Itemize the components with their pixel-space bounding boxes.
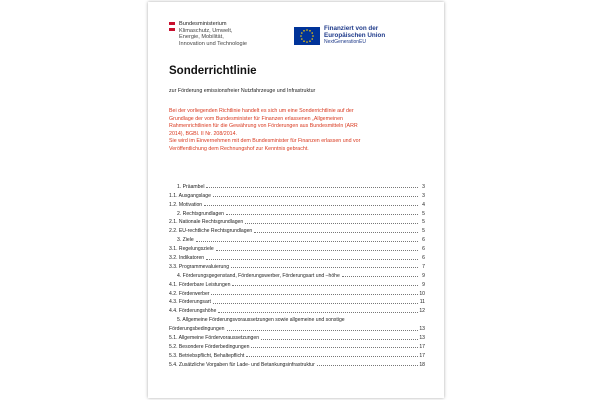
toc-entry-page: 4	[422, 201, 425, 208]
toc-entry[interactable]	[169, 190, 425, 199]
toc-entry-label: 5.3. Betriebspflicht, Behaltepflicht	[169, 352, 245, 359]
toc-entry[interactable]	[169, 341, 425, 350]
eu-star	[311, 38, 313, 40]
toc-leader-dots	[246, 356, 418, 357]
toc-entry[interactable]	[169, 297, 425, 306]
toc-leader-dots	[254, 232, 418, 233]
ministry-line: Klimaschutz, Umwelt,	[179, 27, 233, 34]
toc-leader-dots	[204, 205, 418, 206]
toc-entry[interactable]	[169, 243, 425, 252]
eu-line-2: Europäischen Union	[324, 32, 386, 39]
toc-entry[interactable]	[169, 359, 425, 368]
notice-line: Rahmenrichtlinien für die Gewährung von Förderungen aus Bundesmitteln (ARR	[169, 123, 358, 130]
document-title: Sonderrichtlinie	[169, 65, 257, 77]
eu-star	[311, 32, 313, 34]
toc-entry-label: 5.4. Zusätzliche Vorgaben für Lade- und Betankungsinfrastruktur	[169, 361, 315, 368]
toc-entry[interactable]	[169, 217, 425, 226]
toc-leader-dots	[227, 330, 418, 331]
toc-entry[interactable]	[169, 261, 425, 270]
toc-entry[interactable]	[169, 199, 425, 208]
toc-leader-dots	[245, 223, 418, 224]
eu-star	[301, 32, 303, 34]
toc-entry-page: 9	[422, 272, 425, 279]
toc-entry-label: 4.3. Förderungsart	[169, 299, 211, 306]
toc-entry[interactable]	[169, 288, 425, 297]
toc-entry-label: 4.2. Förderwerber	[169, 290, 210, 297]
table-of-contents	[169, 181, 425, 368]
notice-line: Veröffentlichung dem Rechnungshof zur Kenntnis gebracht.	[169, 145, 309, 152]
toc-entry-page: 17	[419, 343, 425, 350]
toc-entry-label: 5.2. Besondere Förderbedingungen	[169, 343, 250, 350]
toc-leader-dots	[216, 250, 418, 251]
toc-leader-dots	[206, 187, 418, 188]
toc-entry-label: 3.3. Programmevaluierung	[169, 263, 230, 270]
notice-line: Bei der vorliegenden Richtlinie handelt es sich um eine Sonderrichtlinie auf der	[169, 108, 354, 114]
toc-leader-dots	[251, 347, 418, 348]
toc-leader-dots	[317, 365, 418, 366]
toc-entry[interactable]	[169, 323, 425, 332]
eu-flag-icon	[294, 27, 320, 45]
toc-entry-page: 6	[422, 237, 425, 244]
eu-star	[306, 29, 308, 31]
toc-entry-page: 18	[419, 361, 425, 368]
toc-entry-label: 3.1. Regelungsziele	[169, 246, 214, 253]
toc-entry[interactable]	[169, 332, 425, 341]
toc-entry-page: 5	[422, 228, 425, 235]
toc-entry-label: Förderungsbedingungen	[169, 326, 225, 333]
document-page	[148, 2, 444, 398]
ministry-logo	[169, 21, 247, 47]
toc-entry-page: 6	[422, 246, 425, 253]
toc-entry-page: 7	[422, 263, 425, 270]
toc-entry-page: 13	[419, 326, 425, 333]
toc-entry-label: 2.2. EU-rechtliche Rechtsgrundlagen	[169, 228, 253, 235]
toc-entry-page: 13	[419, 335, 425, 342]
toc-leader-dots	[196, 241, 418, 242]
notice-line: 2014), BGBl. II Nr. 208/2014.	[169, 130, 238, 137]
toc-entry[interactable]	[169, 270, 425, 279]
eu-star	[303, 40, 305, 42]
eu-subline: NextGenerationEU	[324, 39, 366, 45]
ministry-name: Bundesministerium	[179, 21, 227, 27]
ministry-text	[179, 21, 247, 47]
legal-notice	[169, 108, 421, 154]
toc-entry-page: 12	[419, 308, 425, 315]
toc-entry[interactable]	[169, 350, 425, 359]
toc-leader-dots	[342, 276, 418, 277]
toc-entry[interactable]	[169, 252, 425, 261]
toc-leader-dots	[206, 259, 418, 260]
eu-star	[300, 35, 302, 37]
eu-text	[324, 25, 385, 46]
toc-entry[interactable]	[169, 181, 425, 190]
toc-leader-dots	[261, 339, 418, 340]
notice-line: Sie wird im Einvernehmen mit dem Bundesminister für Finanzen erlassen und vor	[169, 138, 361, 145]
toc-entry[interactable]	[169, 279, 425, 288]
toc-entry-page: 9	[422, 281, 425, 288]
toc-entry[interactable]	[169, 305, 425, 314]
toc-leader-dots	[213, 303, 418, 304]
toc-entry[interactable]	[169, 314, 425, 323]
eu-funding-badge	[294, 25, 385, 46]
toc-entry-page: 5	[422, 210, 425, 217]
eu-star	[309, 30, 311, 32]
ministry-line: Innovation und Technologie	[179, 40, 248, 47]
toc-entry-page: 3	[422, 192, 425, 199]
toc-entry-label: 1.2. Motivation	[169, 201, 203, 208]
toc-entry-label: 1.1. Ausgangslage	[169, 192, 211, 199]
toc-leader-dots	[211, 294, 418, 295]
toc-entry[interactable]	[169, 208, 425, 217]
toc-entry[interactable]	[169, 234, 425, 243]
toc-entry-page: 17	[419, 352, 425, 359]
toc-entry-label: 4. Förderungsgegenstand, Förderungswerber, Förderungsart und –höhe	[177, 272, 340, 279]
toc-entry-label: 4.1. Förderbare Leistungen	[169, 281, 231, 288]
document-subtitle: zur Förderung emissionsfreier Nutzfahrzeuge und Infrastruktur	[169, 88, 316, 94]
toc-entry-label: 4.4. Förderungshöhe	[169, 308, 217, 315]
toc-entry-label: 2.1. Nationale Rechtsgrundlagen	[169, 219, 244, 226]
toc-entry-label: 3.2. Indikatoren	[169, 255, 205, 262]
toc-entry-label: 5.1. Allgemeine Fördervoraussetzungen	[169, 335, 260, 342]
ministry-line: Energie, Mobilität,	[179, 34, 224, 41]
eu-star	[306, 41, 308, 43]
toc-leader-dots	[218, 312, 418, 313]
eu-line-1: Finanziert von der	[324, 25, 379, 32]
austria-flag-icon	[169, 22, 175, 31]
toc-entry-page: 11	[419, 299, 425, 306]
eu-star	[303, 30, 305, 32]
toc-entry-page: 6	[422, 255, 425, 262]
toc-entry-label: 5. Allgemeine Förderungsvoraussetzungen sowie allgemeine und sonstige	[177, 317, 345, 324]
toc-entry-label: 3. Ziele	[177, 237, 194, 244]
notice-line: Grundlage der vom Bundesminister für Finanzen erlassenen „Allgemeinen	[169, 115, 344, 122]
toc-leader-dots	[232, 285, 418, 286]
eu-star	[309, 40, 311, 42]
toc-entry-label: 2. Rechtsgrundlagen	[177, 210, 225, 217]
toc-entry-label: 1. Präambel	[177, 183, 205, 190]
toc-entry-page: 3	[422, 183, 425, 190]
toc-leader-dots	[213, 196, 418, 197]
toc-leader-dots	[231, 267, 418, 268]
eu-star	[312, 35, 314, 37]
toc-entry-page: 5	[422, 219, 425, 226]
eu-star	[301, 38, 303, 40]
toc-leader-dots	[226, 214, 418, 215]
toc-entry-page: 10	[419, 290, 425, 297]
toc-entry[interactable]	[169, 225, 425, 234]
